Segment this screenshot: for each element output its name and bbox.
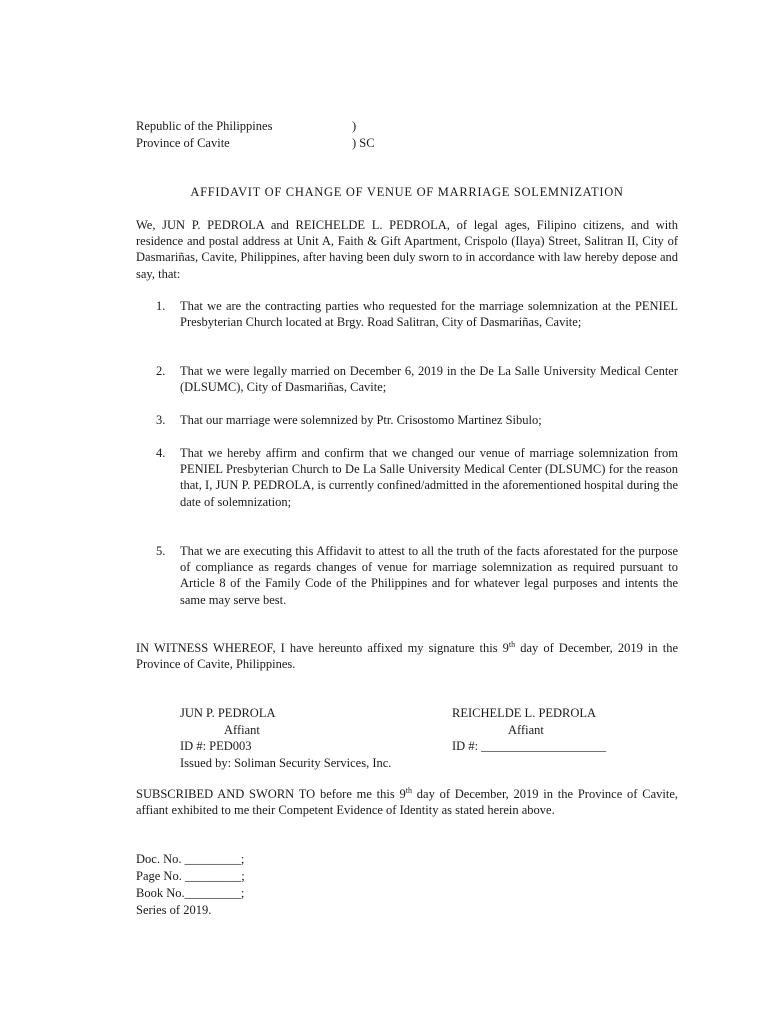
venue-province-paren: ) SC — [352, 135, 375, 150]
list-item-text: That we are the contracting parties who requested for the marriage solemnization at the PENIEL Presbyterian Church located at Brgy. Road Salitran, City of Dasmariñas, Cavite; — [180, 299, 678, 330]
notary-doc-no: Doc. No. _________; — [136, 852, 245, 866]
jurat-superscript: th — [405, 785, 412, 795]
list-item — [156, 298, 678, 330]
document-title: AFFIDAVIT OF CHANGE OF VENUE OF MARRIAGE SOLEMNIZATION — [190, 185, 624, 199]
venue-row-province — [136, 135, 396, 152]
list-item-text: That we were legally married on December 6, 2019 in the De La Salle University Medical Center (DLSUMC), City of Dasmariñas, Cavite; — [180, 364, 678, 395]
venue-republic-paren: ) — [352, 119, 357, 133]
affiant-id: ID #: ____________________ — [452, 739, 607, 753]
list-item-number: 3. — [156, 413, 166, 427]
list-item — [156, 412, 678, 428]
venue-province-label: Province of Cavite — [136, 135, 230, 150]
venue-row-republic — [136, 118, 396, 135]
affiant-signature-block-1 — [180, 705, 430, 771]
venue-republic-label: Republic of the Philippines — [136, 119, 273, 133]
list-item-number: 4. — [156, 446, 166, 460]
affiant-name: JUN P. PEDROLA — [180, 706, 276, 720]
list-item — [156, 445, 678, 510]
list-item — [156, 363, 678, 395]
affiant-name: REICHELDE L. PEDROLA — [452, 706, 597, 720]
jurat-paragraph — [136, 786, 678, 818]
list-item-number: 2. — [156, 364, 166, 378]
affiant-signature-block-2 — [452, 705, 682, 755]
list-item-text: That we hereby affirm and confirm that we changed our venue of marriage solemnization from PENIEL Presbyterian Church to De La Salle University Medical Center (DLSUMC) for the reason that, I, JUN P. PEDROLA, is currently confined/admitted in the aforementioned hospital during the date of solemnization; — [180, 446, 678, 509]
witness-text-before: IN WITNESS WHEREOF, I have hereunto affixed my signature this 9 — [136, 641, 509, 655]
notary-register-block — [136, 851, 436, 919]
list-item-number: 5. — [156, 544, 166, 558]
list-item-number: 1. — [156, 299, 166, 313]
venue-block — [136, 118, 396, 151]
notary-page-no: Page No. _________; — [136, 869, 245, 883]
notary-series: Series of 2019. — [136, 903, 212, 917]
affiant-id-issuer: Issued by: Soliman Security Services, Inc. — [180, 755, 392, 770]
witness-superscript: th — [508, 639, 516, 649]
affiant-role: Affiant — [508, 722, 544, 737]
list-item-text: That we are executing this Affidavit to attest to all the truth of the facts aforestated for the purpose of compliance as regards changes of venue for marriage solemnization as required pursuant to Article 8 of the Family Code of the Philippines and for whatever legal purposes and intents the same may serve best. — [180, 544, 678, 607]
affiant-role: Affiant — [224, 722, 260, 737]
witness-text-after: day of December, 2019 in the Province of Cavite, Philippines. — [136, 641, 678, 672]
jurat-text-after: day of December, 2019 in the Province of Cavite, affiant exhibited to me their Competent Evidence of Identity as stated herein above. — [136, 787, 678, 818]
affiant-id: ID #: PED003 — [180, 739, 252, 753]
notary-book-no: Book No._________; — [136, 886, 245, 900]
list-item — [156, 543, 678, 608]
jurat-text-before: SUBSCRIBED AND SWORN TO before me this 9 — [136, 787, 406, 801]
intro-paragraph: We, JUN P. PEDROLA and REICHELDE L. PEDROLA, of legal ages, Filipino citizens, and with residence and postal address at Unit A, Faith & Gift Apartment, Crispolo (Ilaya) Street, Salitran II, City of Dasmariñas, Cavite, Philippines, after having been duly sworn to in accordance with law hereby depose and say, that: — [136, 218, 678, 281]
witness-paragraph — [136, 640, 678, 672]
list-item-text: That our marriage were solemnized by Ptr. Crisostomo Martinez Sibulo; — [180, 413, 542, 427]
